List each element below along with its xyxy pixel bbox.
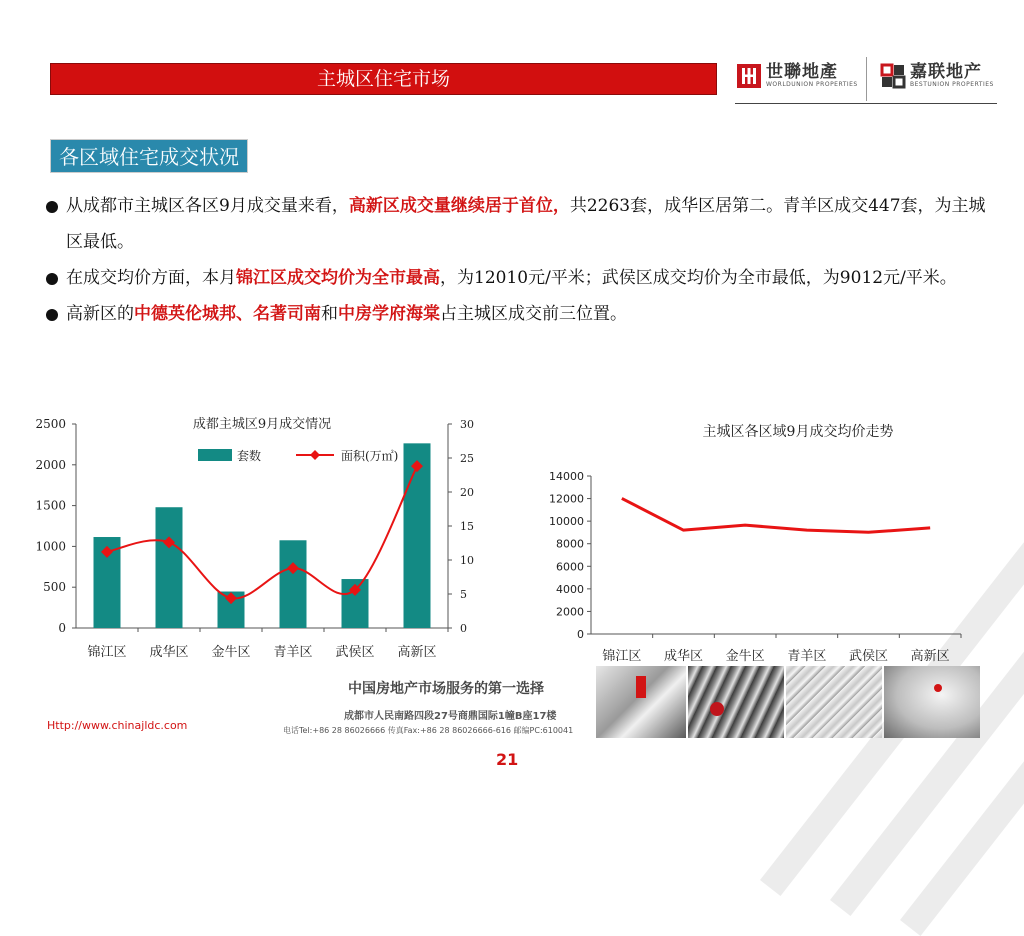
y2-tick-label: 20 xyxy=(460,486,474,499)
x-tick-label: 高新区 xyxy=(397,645,437,660)
footer-photo-4 xyxy=(884,666,980,738)
y2-tick-label: 30 xyxy=(460,418,474,431)
bar xyxy=(156,507,183,628)
section-tag: 各区域住宅成交状况 xyxy=(50,139,248,173)
y-tick-label: 2000 xyxy=(35,457,66,472)
bullet-dot-icon xyxy=(46,309,58,321)
worldunion-logo-cn: 世聯地產 xyxy=(766,62,838,82)
footer-photo-1 xyxy=(596,666,686,738)
chart-title: 成都主城区9月成交情况 xyxy=(192,417,332,432)
y2-tick-label: 25 xyxy=(460,452,474,465)
bullet-text: 在成交均价方面，本月 xyxy=(66,268,236,288)
worldunion-logo-en: WORLDUNION PROPERTIES xyxy=(766,81,858,88)
chart-price xyxy=(536,410,976,670)
y-tick-label: 2000 xyxy=(556,605,584,619)
red-flower-icon xyxy=(710,702,724,716)
chart-title: 主城区各区域9月成交均价走势 xyxy=(702,424,894,440)
price-line xyxy=(622,498,930,532)
legend-line-marker xyxy=(310,450,320,460)
bullet-highlight: 锦江区成交均价为全市最高 xyxy=(236,268,440,288)
x-tick-label: 青羊区 xyxy=(787,649,827,664)
bullet-dot-icon xyxy=(46,201,58,213)
x-tick-label: 成华区 xyxy=(149,645,189,660)
bullet-text: 从成都市主城区各区9月成交量来看， xyxy=(66,196,349,216)
x-tick-label: 金牛区 xyxy=(725,649,765,664)
x-tick-label: 锦江区 xyxy=(602,649,642,664)
chart-volume-svg xyxy=(20,410,510,670)
bullet-highlight: 中德英伦城邦、名著司南 xyxy=(134,304,321,324)
y-tick-label: 1500 xyxy=(35,498,66,513)
bullet-highlight: 高新区成交量继续居于首位， xyxy=(348,196,570,216)
footer-slogan: 中国房地产市场服务的第一选择 xyxy=(348,681,544,697)
footer-photo-2 xyxy=(688,666,784,738)
logo-divider xyxy=(866,57,867,101)
bullet-dot-icon xyxy=(46,273,58,285)
x-tick-label: 青羊区 xyxy=(273,645,313,660)
bullet-text: 和 xyxy=(321,304,338,324)
bullet-list xyxy=(44,188,994,332)
y-tick-label: 14000 xyxy=(549,470,584,483)
bullet-item xyxy=(44,260,994,296)
legend-line-label: 面积(万㎡) xyxy=(341,449,399,463)
bestunion-logo xyxy=(880,63,994,89)
x-tick-label: 成华区 xyxy=(663,649,704,664)
x-tick-label: 金牛区 xyxy=(211,645,251,660)
legend-bar-swatch xyxy=(198,449,232,461)
bestunion-logo-en: BESTUNION PROPERTIES xyxy=(910,81,994,88)
bullet-text: 占主城区成交前三位置。 xyxy=(440,304,627,324)
worldunion-logo-icon xyxy=(736,63,762,89)
bullet-text: 高新区的 xyxy=(66,304,134,324)
y2-tick-label: 15 xyxy=(460,520,474,533)
chart-price-svg xyxy=(536,410,976,670)
bullet-item xyxy=(44,188,994,260)
y2-tick-label: 5 xyxy=(460,588,467,601)
y-tick-label: 6000 xyxy=(556,560,584,574)
y-tick-label: 10000 xyxy=(549,515,584,529)
y-tick-label: 12000 xyxy=(549,492,584,506)
page-title: 主城区住宅市场 xyxy=(50,63,717,95)
y2-tick-label: 10 xyxy=(460,554,474,567)
logo-area xyxy=(728,55,998,101)
header-divider xyxy=(735,103,997,104)
bestunion-logo-cn: 嘉联地产 xyxy=(910,62,982,82)
y-tick-label: 500 xyxy=(43,580,66,595)
x-tick-label: 锦江区 xyxy=(87,645,127,660)
footer-url-link[interactable]: Http://www.chinajldc.com xyxy=(47,719,188,732)
y-tick-label: 1000 xyxy=(35,539,66,554)
red-object-icon xyxy=(636,676,646,698)
y2-tick-label: 0 xyxy=(460,622,467,635)
red-accent-icon xyxy=(934,684,942,692)
bullet-item xyxy=(44,296,994,332)
area-series-line xyxy=(107,466,417,598)
footer-contact: 电话Tel:+86 28 86026666 传真Fax:+86 28 86026666-616 邮编PC:610041 xyxy=(283,726,574,735)
footer-address: 成都市人民南路四段27号商鼎国际1幢B座17楼 xyxy=(344,711,557,722)
y-tick-label: 0 xyxy=(577,628,584,641)
bullet-highlight: 中房学府海棠 xyxy=(338,304,440,324)
x-tick-label: 武侯区 xyxy=(335,645,375,660)
page-number: 21 xyxy=(496,750,519,769)
worldunion-logo xyxy=(736,63,858,89)
x-tick-label: 高新区 xyxy=(910,649,950,664)
x-tick-label: 武侯区 xyxy=(848,649,889,664)
bar xyxy=(280,540,307,628)
bullet-text: ，为12010元/平米；武侯区成交均价为全市最低，为9012元/平米。 xyxy=(440,268,957,288)
y-tick-label: 8000 xyxy=(556,537,584,551)
bestunion-logo-icon xyxy=(880,63,906,89)
y-tick-label: 4000 xyxy=(556,582,584,596)
legend-bar-label: 套数 xyxy=(237,449,262,463)
y-tick-label: 2500 xyxy=(35,417,66,431)
footer-photo-3 xyxy=(786,666,882,738)
chart-volume xyxy=(20,410,510,670)
bullet-text: 共2263套，成华区居第二。青羊区成交447套，为主城区最低。 xyxy=(66,196,986,252)
y-tick-label: 0 xyxy=(58,621,66,635)
